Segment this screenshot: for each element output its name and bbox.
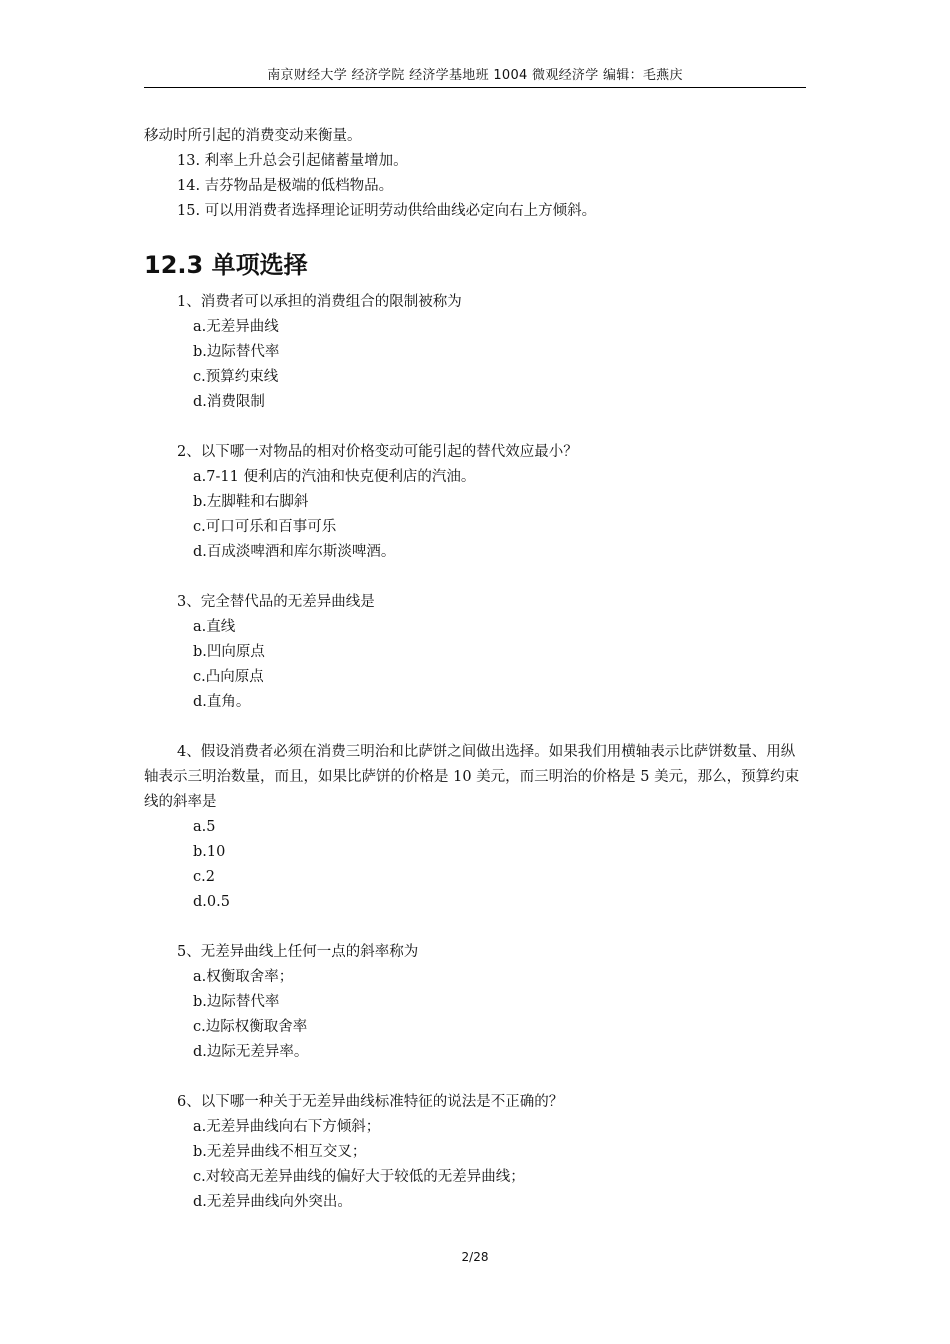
option-b: b.边际替代率 — [193, 994, 280, 1010]
option-a: a.无差异曲线 — [193, 319, 279, 335]
page-number: 2/28 — [461, 1250, 489, 1264]
tf-item-14: 14. 吉芬物品是极端的低档物品。 — [177, 178, 394, 194]
header-rule — [144, 87, 806, 88]
continuation-text: 移动时所引起的消费变动来衡量。 — [144, 128, 362, 144]
option-c: c.可口可乐和百事可乐 — [193, 519, 337, 535]
question-4 — [144, 740, 808, 915]
question-stem: 4、假设消费者必须在消费三明治和比萨饼之间做出选择。如果我们用横轴表示比萨饼数量、用纵轴表示三明治数量，而且，如果比萨饼的价格是 10 美元，而三明治的价格是 5 美元，那么，预算约束线的斜率是 — [144, 744, 800, 810]
option-d: d.无差异曲线向外突出。 — [193, 1194, 352, 1210]
tf-item-13: 13. 利率上升总会引起储蓄量增加。 — [177, 153, 408, 169]
option-d: d.边际无差异率。 — [193, 1044, 309, 1060]
section-title: 12.3 单项选择 — [144, 251, 308, 279]
page-header: 南京财经大学 经济学院 经济学基地班 1004 微观经济学 编辑：毛燕庆 — [267, 68, 683, 83]
option-d: d.百成淡啤酒和库尔斯淡啤酒。 — [193, 544, 396, 560]
option-a: a.7-11 便利店的汽油和快克便利店的汽油。 — [193, 469, 476, 485]
question-stem: 1、消费者可以承担的消费组合的限制被称为 — [177, 294, 462, 310]
page-body — [144, 124, 808, 1215]
option-b: b.无差异曲线不相互交叉； — [193, 1144, 367, 1160]
option-b: b.左脚鞋和右脚斜 — [193, 494, 309, 510]
question-6 — [144, 1090, 808, 1215]
question-stem: 5、无差异曲线上任何一点的斜率称为 — [177, 944, 419, 960]
question-3 — [144, 590, 808, 715]
option-c: c.2 — [193, 869, 215, 885]
question-stem: 3、完全替代品的无差异曲线是 — [177, 594, 375, 610]
option-a: a.5 — [193, 819, 216, 835]
question-stem: 6、以下哪一种关于无差异曲线标准特征的说法是不正确的？ — [177, 1094, 564, 1110]
option-c: c.预算约束线 — [193, 369, 279, 385]
option-a: a.无差异曲线向右下方倾斜； — [193, 1119, 381, 1135]
question-stem: 2、以下哪一对物品的相对价格变动可能引起的替代效应最小？ — [177, 444, 578, 460]
option-c: c.边际权衡取舍率 — [193, 1019, 308, 1035]
option-c: c.凸向原点 — [193, 669, 264, 685]
question-1 — [144, 290, 808, 415]
tf-item-15: 15. 可以用消费者选择理论证明劳动供给曲线必定向右上方倾斜。 — [177, 203, 597, 219]
option-b: b.10 — [193, 844, 226, 860]
option-a: a.直线 — [193, 619, 236, 635]
option-a: a.权衡取舍率； — [193, 969, 294, 985]
question-5 — [144, 940, 808, 1065]
option-b: b.边际替代率 — [193, 344, 280, 360]
option-d: d.0.5 — [193, 894, 230, 910]
question-2 — [144, 440, 808, 565]
option-b: b.凹向原点 — [193, 644, 265, 660]
option-c: c.对较高无差异曲线的偏好大于较低的无差异曲线； — [193, 1169, 525, 1185]
option-d: d.直角。 — [193, 694, 251, 710]
option-d: d.消费限制 — [193, 394, 265, 410]
